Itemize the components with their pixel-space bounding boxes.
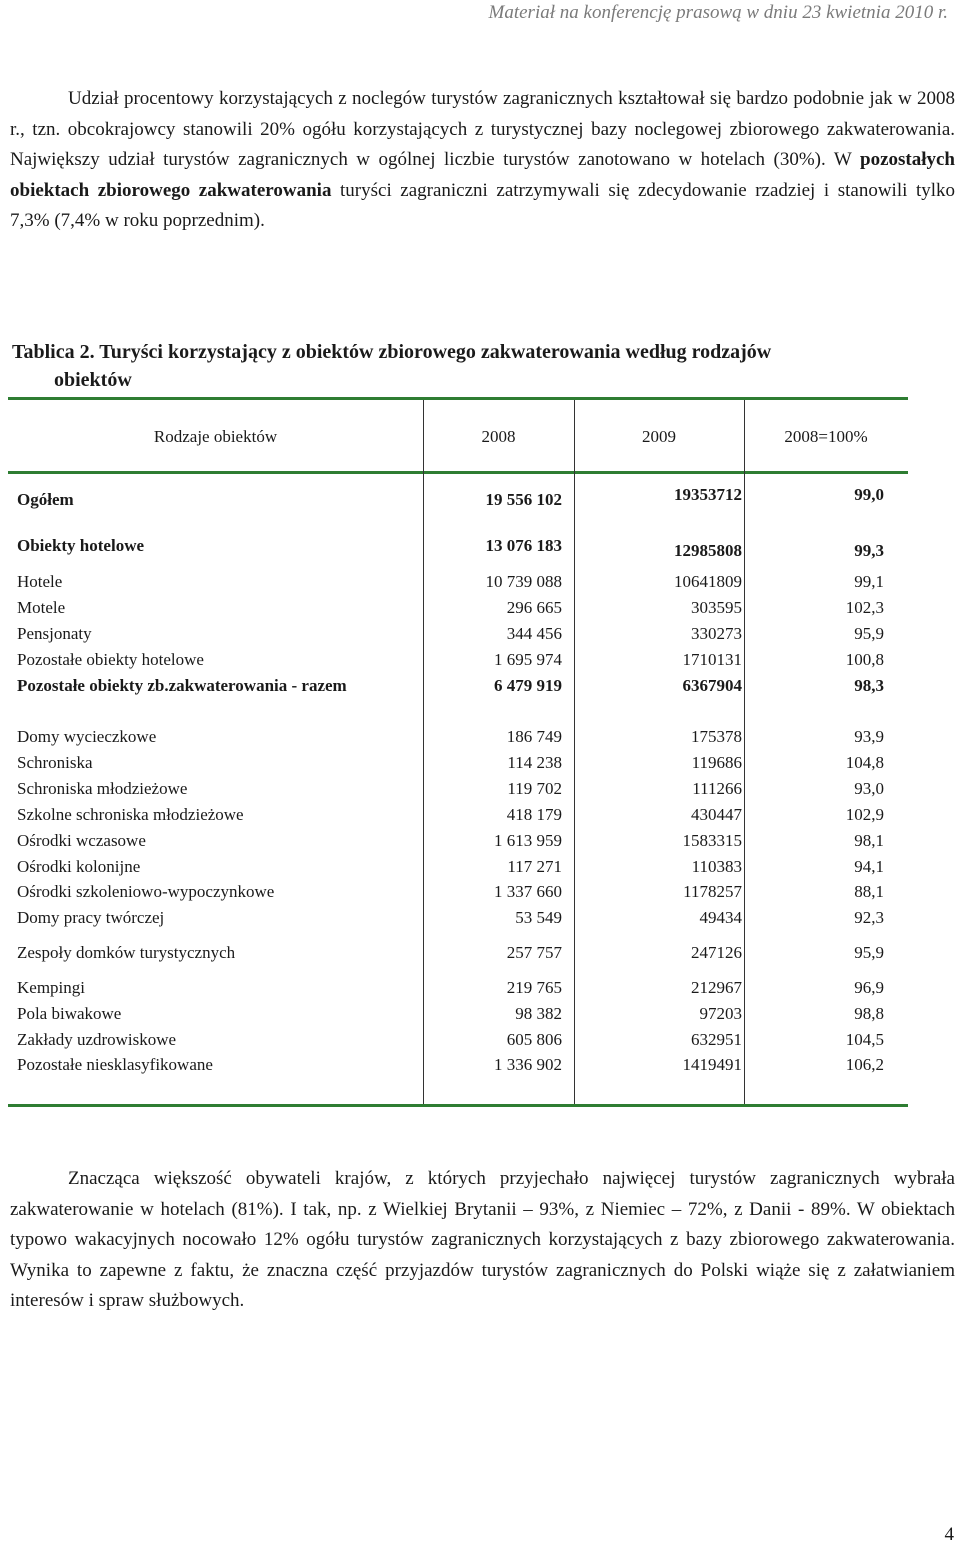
- row-value-2008: 53 549: [515, 908, 562, 927]
- row-value-2009: 1710131: [682, 650, 742, 669]
- row-value-2009: 303595: [691, 598, 742, 617]
- row-value-2008: 10 739 088: [485, 572, 562, 591]
- row-value-2008: 1 337 660: [494, 882, 562, 901]
- row-value-2008: 344 456: [506, 624, 562, 643]
- table-row: [8, 650, 908, 672]
- table-row: [8, 943, 908, 965]
- table-bottom-rule: [8, 1104, 908, 1107]
- row-value-2009: 12985808: [674, 541, 742, 560]
- row-name: Ośrodki wczasowe: [17, 831, 146, 850]
- table-row: [8, 908, 908, 930]
- row-value-2008: 98 382: [515, 1004, 562, 1023]
- tourists-table: [8, 397, 908, 1109]
- table-row: [8, 572, 908, 594]
- row-name: Pozostałe niesklasyfikowane: [17, 1055, 213, 1074]
- row-name: Zakłady uzdrowiskowe: [17, 1030, 177, 1049]
- row-value-2009: 119686: [691, 753, 742, 772]
- row-name: Pensjonaty: [17, 624, 92, 643]
- row-value-2009: 430447: [691, 805, 742, 824]
- row-name: Ośrodki kolonijne: [17, 857, 141, 876]
- row-value-2008: 1 695 974: [494, 650, 562, 669]
- row-index: 98,1: [854, 831, 884, 850]
- row-index: 93,0: [854, 779, 884, 798]
- table-row: [8, 779, 908, 801]
- row-value-2009: 175378: [691, 727, 742, 746]
- row-name: Motele: [17, 598, 66, 617]
- row-index: 92,3: [854, 908, 884, 927]
- row-value-2008: 6 479 919: [494, 676, 562, 695]
- row-index: 104,5: [845, 1030, 884, 1049]
- row-value-2009: 330273: [691, 624, 742, 643]
- header-year-2009: 2009: [642, 427, 676, 446]
- row-index: 102,3: [845, 598, 884, 617]
- row-value-2009: 19353712: [674, 485, 742, 504]
- row-value-2009: 111266: [692, 779, 742, 798]
- row-index: 102,9: [845, 805, 884, 824]
- row-value-2009: 632951: [691, 1030, 742, 1049]
- row-index: 95,9: [854, 943, 884, 962]
- row-name: Domy pracy twórczej: [17, 908, 165, 927]
- row-value-2009: 49434: [699, 908, 742, 927]
- row-value-2009: 6367904: [682, 676, 742, 695]
- table-row: [8, 831, 908, 853]
- row-value-2009: 1583315: [682, 831, 742, 850]
- row-index: 96,9: [854, 978, 884, 997]
- row-value-2008: 296 665: [506, 598, 562, 617]
- header-year-2008: 2008: [481, 427, 516, 446]
- summary-paragraph: [10, 1164, 955, 1317]
- intro-bold-text: pozostałych obiektach zbiorowego zakwaterowania: [10, 149, 955, 201]
- table-row: [8, 857, 908, 879]
- row-name: Ośrodki szkoleniowo-wypoczynkowe: [17, 882, 275, 901]
- row-index: 98,8: [854, 1004, 884, 1023]
- row-value-2009: 10641809: [674, 572, 742, 591]
- intro-text-b: turyści zagraniczni zatrzymywali się zdecydowanie rzadziej i stanowili tylko 7,3% (7,4% w roku poprzednim).: [10, 179, 955, 231]
- row-value-2009: 247126: [691, 943, 742, 962]
- row-value-2008: 13 076 183: [485, 536, 562, 555]
- row-name: Schroniska: [17, 753, 93, 772]
- table-row: [8, 727, 908, 749]
- row-index: 104,8: [845, 753, 884, 772]
- table-header-rule: [8, 471, 908, 474]
- row-index: 94,1: [854, 857, 884, 876]
- table-row: [8, 485, 908, 512]
- table-row: [8, 1004, 908, 1026]
- table-title-main: Tablica 2. Turyści korzystający z obiektów zbiorowego zakwaterowania według rodzajów: [12, 341, 772, 363]
- intro-text-a: Udział procentowy korzystających z noclegów turystów zagranicznych kształtował się bardzo podobnie jak w 2008 r., tzn. obcokrajowcy stanowili 20% ogółu korzystających z turystycznej bazy noclegowej zbiorowego zakwaterowania. Największy udział turystów zagranicznych w ogólnej liczbie turystów zanotowano w hotelach (30%). W: [10, 88, 955, 170]
- row-name: Kempingi: [17, 978, 85, 997]
- row-name: Obiekty hotelowe: [17, 536, 145, 555]
- row-value-2009: 97203: [699, 1004, 742, 1023]
- row-value-2008: 1 336 902: [494, 1055, 562, 1074]
- row-name: Pozostałe obiekty zb.zakwaterowania - razem: [17, 676, 347, 695]
- row-index: 99,1: [854, 572, 884, 591]
- table-row: [8, 805, 908, 827]
- row-value-2008: 1 613 959: [494, 831, 562, 850]
- row-name: Zespoły domków turystycznych: [17, 943, 236, 962]
- row-value-2008: 257 757: [506, 943, 562, 962]
- table-row: [8, 624, 908, 646]
- table-title-continuation: obiektów: [54, 369, 132, 391]
- row-index: 88,1: [854, 882, 884, 901]
- table-row: [8, 1055, 908, 1077]
- row-name: Pozostałe obiekty hotelowe: [17, 650, 204, 669]
- row-value-2009: 1419491: [682, 1055, 742, 1074]
- table-row: [8, 753, 908, 775]
- row-value-2008: 117 271: [507, 857, 562, 876]
- row-value-2008: 219 765: [506, 978, 562, 997]
- row-index: 98,3: [854, 676, 884, 695]
- table-row: [8, 676, 908, 698]
- row-value-2008: 19 556 102: [485, 490, 562, 509]
- page-number: 4: [944, 1524, 954, 1545]
- table-row: [8, 536, 908, 558]
- row-value-2008: 186 749: [506, 727, 562, 746]
- row-value-2009: 110383: [691, 857, 742, 876]
- row-value-2008: 418 179: [506, 805, 562, 824]
- row-index: 99,0: [854, 485, 884, 504]
- row-index: 99,3: [854, 541, 884, 560]
- table-row: [8, 978, 908, 1000]
- row-value-2009: 1178257: [683, 882, 742, 901]
- header-index: 2008=100%: [784, 427, 868, 446]
- table-title: [12, 338, 957, 394]
- row-name: Szkolne schroniska młodzieżowe: [17, 805, 244, 824]
- table-row: [8, 598, 908, 620]
- row-name: Hotele: [17, 572, 63, 591]
- row-index: 106,2: [845, 1055, 884, 1074]
- row-index: 100,8: [845, 650, 884, 669]
- row-value-2008: 605 806: [506, 1030, 562, 1049]
- intro-paragraph: [10, 84, 955, 237]
- row-value-2008: 114 238: [507, 753, 562, 772]
- header-note: Materiał na konferencję prasową w dniu 23 kwietnia 2010 r.: [488, 2, 948, 23]
- row-name: Domy wycieczkowe: [17, 727, 157, 746]
- row-value-2009: 212967: [691, 978, 742, 997]
- table-row: [8, 882, 908, 904]
- row-index: 95,9: [854, 624, 884, 643]
- row-name: Ogółem: [17, 490, 74, 509]
- row-value-2008: 119 702: [507, 779, 562, 798]
- row-name: Schroniska młodzieżowe: [17, 779, 188, 798]
- row-index: 93,9: [854, 727, 884, 746]
- row-name: Pola biwakowe: [17, 1004, 122, 1023]
- table-top-rule: [8, 397, 908, 400]
- header-object-type: Rodzaje obiektów: [153, 427, 278, 446]
- table-row: [8, 1030, 908, 1052]
- summary-text: Znacząca większość obywateli krajów, z których przyjechało najwięcej turystów zagranicznych wybrała zakwaterowanie w hotelach (81%). I tak, np. z Wielkiej Brytanii – 93%, z Niemiec – 72%, z Danii - 89%. W obiektach typowo wakacyjnych nocowało 12% ogółu turystów zagranicznych korzystających z bazy zbiorowego zakwaterowania. Wynika to zapewne z faktu, że znaczna część przyjazdów turystów zagranicznych do Polski wiąże się z załatwianiem interesów i spraw służbowych.: [10, 1168, 955, 1311]
